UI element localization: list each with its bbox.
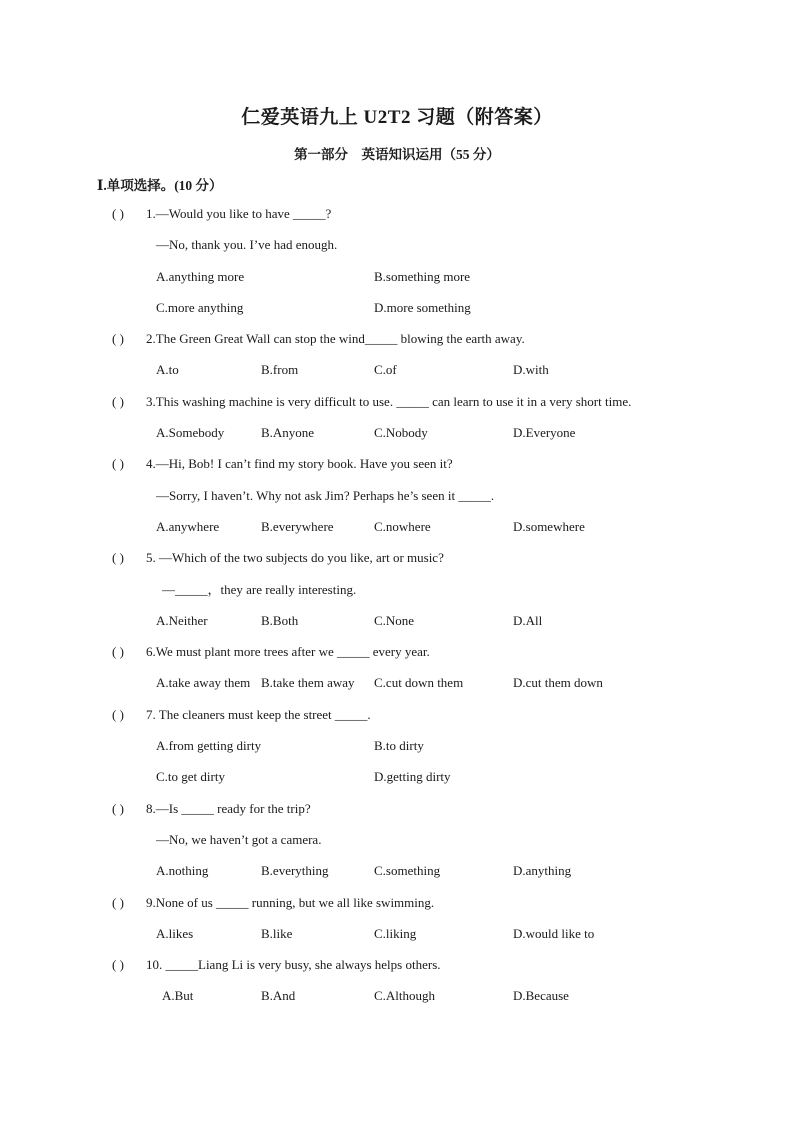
question-4-option-d: D.somewhere: [513, 518, 585, 534]
question-5-options: [0, 605, 794, 636]
question-8-option-c: C.something: [374, 863, 441, 879]
question-2-option-c: C.of: [374, 362, 397, 378]
question-5-option-a: A.Neither: [156, 612, 208, 628]
question-6-stem-row: [0, 636, 794, 667]
question-3-option-d: D.Everyone: [513, 425, 576, 441]
question-7-option-c: C.to get dirty: [156, 769, 225, 785]
question-4-option-c: C.nowhere: [374, 518, 431, 534]
question-10-stem-row: [0, 949, 794, 980]
question-5-stem: 5. —Which of the two subjects do you like, art or music?: [146, 550, 444, 566]
answer-blank: ( ): [112, 800, 124, 816]
question-4-reply-row: [0, 480, 794, 511]
answer-blank: ( ): [112, 456, 124, 472]
question-2-stem-row: [0, 323, 794, 354]
answer-blank: ( ): [112, 644, 124, 660]
question-1-options-ab: [0, 261, 794, 292]
question-2-stem: 2.The Green Great Wall can stop the wind_____ blowing the earth away.: [146, 331, 525, 347]
question-10-option-d: D.Because: [513, 988, 569, 1004]
question-8-option-d: D.anything: [513, 863, 572, 879]
question-9-option-c: C.liking: [374, 925, 417, 941]
question-1-stem: 1.—Would you like to have _____?: [146, 206, 332, 221]
question-1-options-cd: [0, 292, 794, 323]
question-2-options: [0, 354, 794, 385]
answer-blank: ( ): [112, 957, 124, 973]
question-9-option-a: A.likes: [156, 925, 194, 941]
question-6-option-a: A.take away them: [156, 675, 251, 691]
answer-blank: ( ): [112, 550, 124, 566]
question-9-option-b: B.like: [261, 925, 293, 941]
question-7-options-ab: [0, 730, 794, 761]
question-7-option-d: D.getting dirty: [374, 769, 451, 785]
question-4-option-b: B.everywhere: [261, 518, 334, 534]
question-4-options: [0, 511, 794, 542]
answer-blank: ( ): [112, 706, 124, 722]
question-9-option-d: D.would like to: [513, 925, 595, 941]
question-10-option-b: B.And: [261, 988, 296, 1004]
question-10-option-c: C.Although: [374, 988, 436, 1004]
question-1-option-d: D.more something: [374, 299, 471, 315]
part-heading: 第一部分 英语知识运用（55 分）: [294, 147, 500, 162]
question-1-option-a: A.anything more: [156, 268, 245, 284]
question-2-option-b: B.from: [261, 362, 299, 378]
question-8-reply-row: [0, 824, 794, 855]
question-4-option-a: A.anywhere: [156, 518, 220, 534]
question-10-option-a: A.But: [162, 988, 194, 1004]
question-8-reply: —No, we haven’t got a camera.: [156, 831, 322, 847]
answer-blank: ( ): [112, 894, 124, 910]
question-1-option-b: B.something more: [374, 268, 471, 284]
question-6-option-d: D.cut them down: [513, 675, 603, 691]
question-7-option-b: B.to dirty: [374, 738, 424, 754]
question-3-option-a: A.Somebody: [156, 425, 225, 441]
question-9-options: [0, 918, 794, 949]
question-1-stem-row: [0, 198, 794, 229]
answer-blank: ( ): [112, 206, 124, 221]
question-8-stem: 8.—Is _____ ready for the trip?: [146, 800, 311, 816]
question-5-reply: —_____，they are really interesting.: [162, 581, 357, 597]
question-7-stem: 7. The cleaners must keep the street _____.: [146, 706, 371, 722]
question-7-option-a: A.from getting dirty: [156, 738, 262, 754]
question-8-options: [0, 855, 794, 886]
question-6-option-c: C.cut down them: [374, 675, 464, 691]
question-3-option-c: C.Nobody: [374, 425, 428, 441]
question-6-option-b: B.take them away: [261, 675, 355, 691]
question-8-option-b: B.everything: [261, 863, 329, 879]
question-list: [0, 198, 794, 1012]
question-4-stem: 4.—Hi, Bob! I can’t find my story book. Have you seen it?: [146, 456, 453, 472]
question-6-options: [0, 667, 794, 698]
question-5-option-b: B.Both: [261, 612, 299, 628]
question-10-options: [0, 980, 794, 1011]
question-10-stem: 10. _____Liang Li is very busy, she always helps others.: [146, 957, 441, 973]
answer-blank: ( ): [112, 393, 124, 409]
question-1-option-c: C.more anything: [156, 299, 244, 315]
question-4-reply: —Sorry, I haven’t. Why not ask Jim? Perhaps he’s seen it _____.: [156, 487, 495, 503]
question-5-reply-row: [0, 574, 794, 605]
question-7-options-cd: [0, 761, 794, 792]
question-5-stem-row: [0, 542, 794, 573]
question-6-stem: 6.We must plant more trees after we _____ every year.: [146, 644, 430, 660]
question-8-stem-row: [0, 793, 794, 824]
question-1-reply: —No, thank you. I’ve had enough.: [156, 237, 338, 253]
question-3-stem: 3.This washing machine is very difficult to use. _____ can learn to use it in a very short time.: [146, 393, 632, 409]
question-5-option-c: C.None: [374, 612, 415, 628]
question-4-stem-row: [0, 448, 794, 479]
question-2-option-d: D.with: [513, 362, 549, 378]
answer-blank: ( ): [112, 331, 124, 347]
section-heading: Ⅰ.单项选择。(10 分）: [97, 178, 223, 193]
question-7-stem-row: [0, 699, 794, 730]
question-2-option-a: A.to: [156, 362, 179, 378]
question-5-option-d: D.All: [513, 612, 543, 628]
question-9-stem: 9.None of us _____ running, but we all like swimming.: [146, 894, 435, 910]
question-3-stem-row: [0, 386, 794, 417]
question-1-reply-row: [0, 229, 794, 260]
question-3-options: [0, 417, 794, 448]
question-3-option-b: B.Anyone: [261, 425, 315, 441]
document-title: 仁爱英语九上 U2T2 习题（附答案）: [241, 107, 553, 128]
question-9-stem-row: [0, 887, 794, 918]
question-8-option-a: A.nothing: [156, 863, 209, 879]
